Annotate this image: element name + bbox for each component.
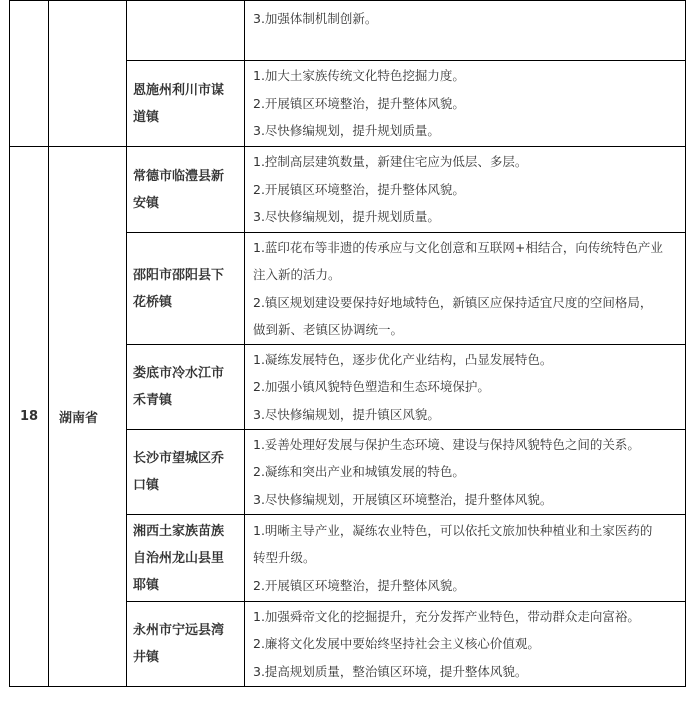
- town-name-line: 口镇: [133, 478, 160, 493]
- requirement-item: 1.蓝印花布等非遗的传承应与文化创意和互联网+相结合，向传统特色产业: [253, 239, 663, 255]
- town-cell: [127, 345, 245, 430]
- requirement-item: 2.凝练和突出产业和城镇发展的特色。: [253, 464, 465, 480]
- row-number-cell: 18: [10, 147, 49, 687]
- requirement-item: 转型升级。: [253, 550, 316, 566]
- town-name-line: 长沙市望城区乔: [133, 451, 225, 466]
- town-name-line: 道镇: [133, 109, 160, 125]
- town-cell: [127, 1, 245, 61]
- town-name-line: 娄底市冷水江市: [133, 366, 225, 381]
- requirements-cell: [245, 147, 686, 233]
- requirement-item: 1.加强舜帝文化的挖掘提升，充分发挥产业特色，带动群众走向富裕。: [253, 608, 640, 624]
- town-name-line: 花桥镇: [133, 294, 173, 310]
- town-name-line: 常德市临澧县新: [133, 168, 225, 184]
- town-name-line: 耶镇: [133, 577, 160, 593]
- town-name-line: 邵阳市邵阳县下: [133, 267, 225, 283]
- town-name-line: 禾青镇: [133, 393, 173, 408]
- town-cell: [127, 515, 245, 602]
- table-row: [10, 147, 686, 233]
- requirement-item: 3.尽快修编规划，提升规划质量。: [253, 123, 440, 139]
- requirement-item: 2.廉将文化发展中要始终坚持社会主义核心价值观。: [253, 636, 540, 652]
- requirement-item: 注入新的活力。: [253, 267, 341, 282]
- table-row: [10, 1, 686, 61]
- town-name-line: 井镇: [133, 650, 160, 665]
- requirement-item: 1.妥善处理好发展与保护生态环境、建设与保持风貌特色之间的关系。: [253, 436, 640, 452]
- requirement-item: 3.尽快修编规划，提升规划质量。: [253, 209, 440, 225]
- town-cell: [127, 61, 245, 147]
- requirement-item: 1.加大土家族传统文化特色挖掘力度。: [253, 68, 465, 84]
- requirement-item: 2.开展镇区环境整治，提升整体风貌。: [253, 95, 465, 111]
- town-cell: [127, 233, 245, 345]
- province-cell: [49, 1, 127, 147]
- requirement-item: 3.尽快修编规划，开展镇区环境整治，提升整体风貌。: [253, 491, 553, 507]
- requirements-cell: [245, 515, 686, 602]
- requirement-item: 1.凝练发展特色，逐步优化产业结构，凸显发展特色。: [253, 351, 553, 367]
- requirements-cell: [245, 61, 686, 147]
- town-name-line: 安镇: [133, 195, 160, 211]
- requirement-item: 做到新、老镇区协调统一。: [253, 322, 404, 337]
- requirements-cell: [245, 1, 686, 61]
- town-cell: [127, 147, 245, 233]
- requirements-cell: [245, 430, 686, 515]
- requirement-item: 2.镇区规划建设要保持好地域特色，新镇区应保持适宜尺度的空间格局，: [253, 294, 653, 310]
- requirement-item: 2.开展镇区环境整治，提升整体风貌。: [253, 577, 465, 593]
- requirements-cell: [245, 233, 686, 345]
- row-number-cell: [10, 1, 49, 147]
- town-cell: [127, 430, 245, 515]
- requirement-item: 2.加强小镇风貌特色塑造和生态环境保护。: [253, 379, 490, 395]
- requirements-cell: [245, 345, 686, 430]
- recommendation-table: [9, 0, 686, 687]
- town-cell: [127, 602, 245, 687]
- province-cell: 湖南省: [49, 147, 127, 687]
- requirement-item: 1.控制高层建筑数量，新建住宅应为低层、多层。: [253, 154, 528, 170]
- requirement-item: 3.加强体制机制创新。: [253, 11, 378, 26]
- town-name-line: 恩施州利川市谋: [133, 82, 225, 98]
- requirement-item: 1.明晰主导产业，凝练农业特色，可以依托文旅加快种植业和土家医药的: [253, 522, 653, 538]
- town-name-line: 自治州龙山县里: [133, 550, 225, 566]
- requirement-item: 2.开展镇区环境整治，提升整体风貌。: [253, 181, 465, 197]
- town-name-line: 湘西土家族苗族: [133, 523, 225, 539]
- town-name-line: 永州市宁远县湾: [133, 623, 225, 638]
- requirement-item: 3.提高规划质量，整治镇区环境，提升整体风貌。: [253, 663, 528, 679]
- requirements-cell: [245, 602, 686, 687]
- requirement-item: 3.尽快修编规划，提升镇区风貌。: [253, 406, 440, 422]
